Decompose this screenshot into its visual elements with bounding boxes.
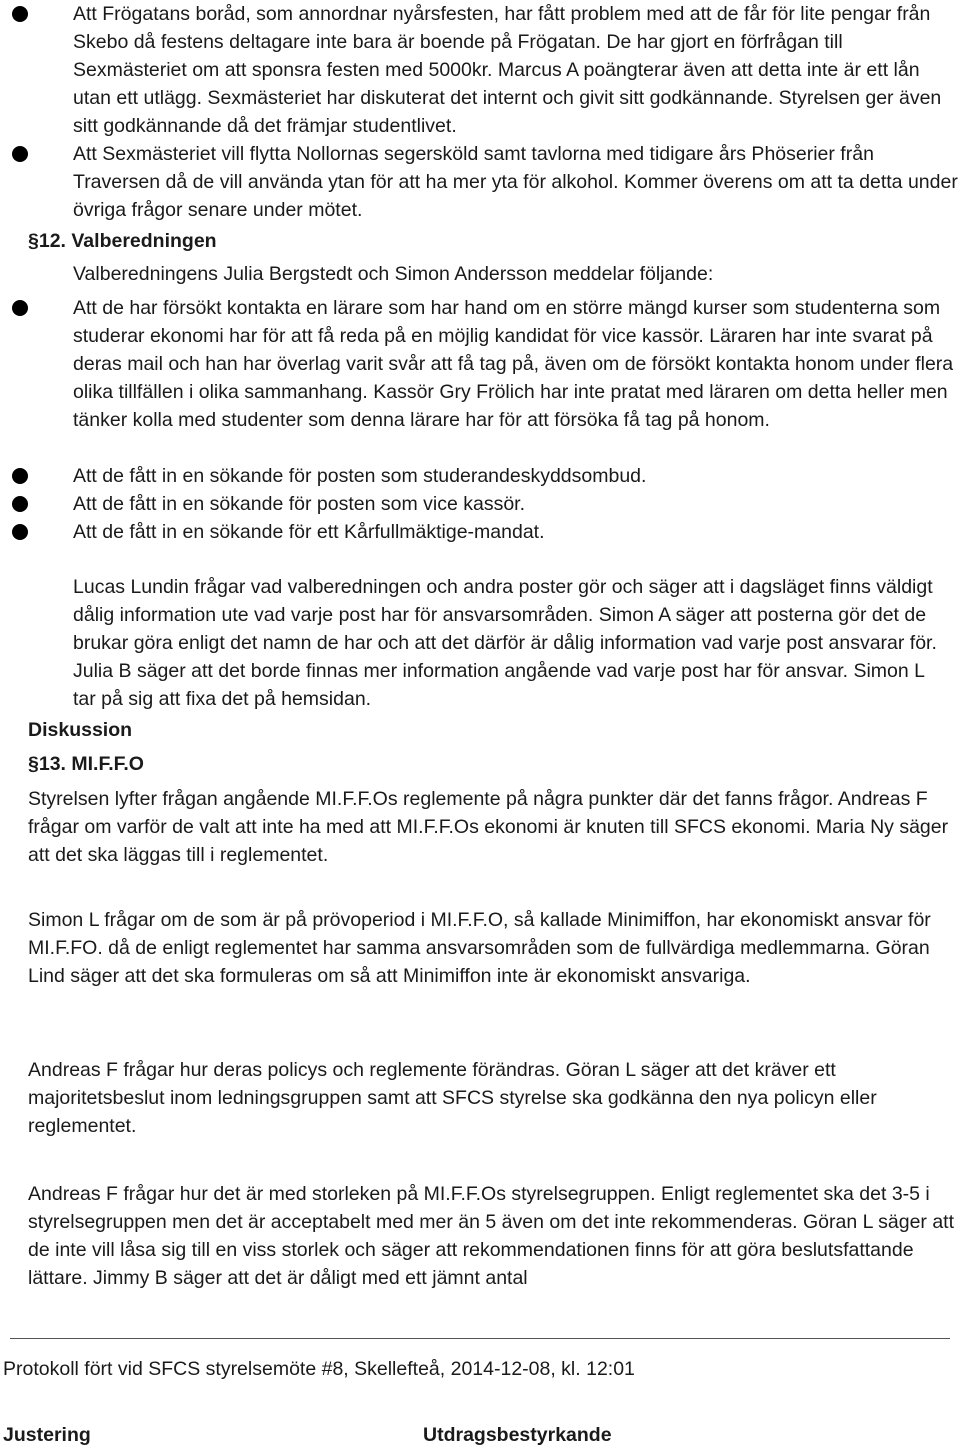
- utdragsbestyrkande-label: Utdragsbestyrkande: [423, 1424, 612, 1446]
- bullet-dot: [12, 146, 28, 162]
- bullet-item: Att de fått in en sökande för ett Kårfullmäktige-mandat.: [73, 521, 545, 543]
- footer-divider: [10, 1338, 950, 1339]
- section-13-heading: §13. MI.F.F.O: [28, 753, 144, 775]
- bullet-item: Att Sexmästeriet vill flytta Nollornas segersköld samt tavlorna med tidigare års Phöserier från Traversen då de vill använda ytan för att ha mer yta för alkohol. Kommer överens om att ta detta under övriga frågor senare under mötet.: [73, 143, 958, 221]
- bullet-dot: [12, 468, 28, 484]
- section-12-note: Lucas Lundin frågar vad valberedningen och andra poster gör och säger att i dagsläget finns väldigt dålig information ute vad varje post har för ansvarsområden. Simon A säger att posterna gör det de brukar göra enligt det namn de har och att det därför är dålig information vad varje post ansvarar för. Julia B säger att det borde finnas mer information angående vad varje post har för ansvar. Simon L tar på sig att fixa det på hemsidan.: [73, 576, 937, 710]
- bullet-item: Att de fått in en sökande för posten som studerandeskyddsombud.: [73, 465, 647, 487]
- section-13-paragraph: Andreas F frågar hur deras policys och reglemente förändras. Göran L säger att det kräver ett majoritetsbeslut inom ledningsgruppen samt att SFCS styrelse ska godkänna den nya policyn eller reglementet.: [28, 1059, 877, 1137]
- bullet-item: Att de fått in en sökande för posten som vice kassör.: [73, 493, 525, 515]
- section-12-heading: §12. Valberedningen: [28, 230, 217, 252]
- section-13-paragraph: Simon L frågar om de som är på prövoperiod i MI.F.F.O, så kallade Minimiffon, har ekonomiskt ansvar för MI.F.FO. då de enligt reglementet har samma ansvarsområden som de fullvärdiga medlemmarna. Göran Lind säger att det ska formuleras om så att Minimiffon inte är ekonomiskt ansvariga.: [28, 909, 931, 987]
- section-13-paragraph: Andreas F frågar hur det är med storleken på MI.F.F.Os styrelsegruppen. Enligt reglementet ska det 3-5 i styrelsegruppen men det är acceptabelt med mer än 5 även om det inte rekommenderas. Göran L säger att de inte vill låsa sig till en viss storlek och säger att rekommendationen finns för att göra beslutsfattande lättare. Jimmy B säger att det är dåligt med ett jämnt antal: [28, 1183, 955, 1289]
- bullet-dot: [12, 524, 28, 540]
- bullet-dot: [12, 6, 28, 22]
- bullet-item: Att de har försökt kontakta en lärare som har hand om en större mängd kurser som studenterna som studerar ekonomi har för att få reda på en möjlig kandidat för vice kassör. Läraren har inte svarat på deras mail och han har överlag varit svår att få tag på, även om de försökt kontakta honom under flera olika tillfällen i olika sammanhang. Kassör Gry Frölich har inte pratat med läraren om detta heller men tänker kolla med studenter som denna lärare har för att försöka få tag på honom.: [73, 297, 954, 431]
- bullet-item: Att Frögatans boråd, som annordnar nyårsfesten, har fått problem med att de får för lite pengar från Skebo då festens deltagare inte bara är boende på Frögatan. De har gjort en förfrågan till Sexmästeriet om att sponsra festen med 5000kr. Marcus A poängterar även att detta inte är ett lån utan ett utlägg. Sexmästeriet har diskuterat det internt och givit sitt godkännande. Styrelsen ger även sitt godkännande då det främjar studentlivet.: [73, 3, 942, 137]
- justering-label: Justering: [3, 1424, 91, 1446]
- section-13-paragraph: Styrelsen lyfter frågan angående MI.F.F.Os reglemente på några punkter där det fanns frågor. Andreas F frågar om varför de valt att inte ha med att MI.F.F.Os ekonomi är knuten till SFCS ekonomi. Maria Ny säger att det ska läggas till i reglementet.: [28, 788, 949, 866]
- section-12-intro: Valberedningens Julia Bergstedt och Simon Andersson meddelar följande:: [73, 263, 714, 285]
- diskussion-label: Diskussion: [28, 719, 133, 741]
- footer-protocol: Protokoll fört vid SFCS styrelsemöte #8, Skellefteå, 2014-12-08, kl. 12:01: [3, 1358, 635, 1380]
- bullet-dot: [12, 496, 28, 512]
- bullet-dot: [12, 300, 28, 316]
